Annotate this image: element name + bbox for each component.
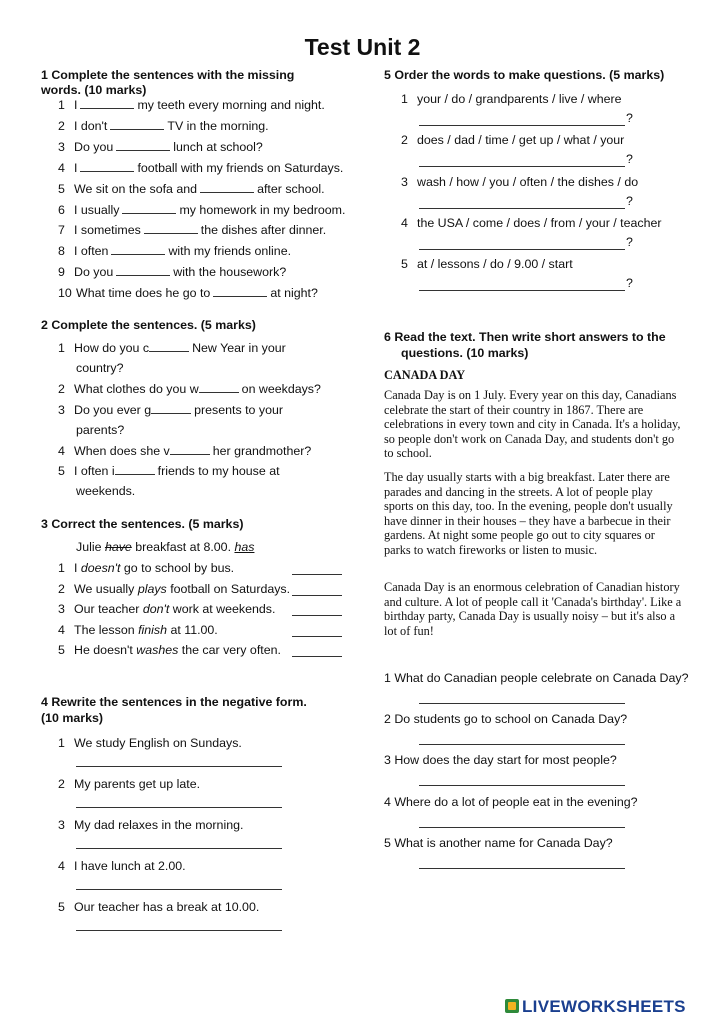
- item-text-after: football with my friends on Saturdays.: [137, 161, 344, 175]
- item-number: 3: [58, 602, 65, 616]
- item-continuation: country?: [76, 361, 124, 375]
- item-text-after: TV in the morning.: [167, 119, 269, 133]
- answer-blank[interactable]: [200, 182, 254, 193]
- item-text-after: go to school by bus.: [120, 561, 235, 575]
- exercise3-item: [58, 623, 218, 637]
- item-number: 1: [58, 561, 65, 575]
- item-text: at / lessons / do / 9.00 / start: [417, 257, 573, 271]
- item-number: 4: [401, 216, 408, 230]
- exercise1-item: [58, 98, 325, 112]
- answer-line[interactable]: [419, 125, 625, 126]
- item-text-before: When does she v: [74, 444, 170, 458]
- answer-blank[interactable]: [151, 403, 191, 414]
- incorrect-word: plays: [137, 582, 167, 596]
- item-text-after: the car very often.: [178, 643, 281, 657]
- question-mark: ?: [626, 276, 633, 290]
- answer-blank[interactable]: [199, 382, 239, 393]
- item-text-before: I usually: [74, 203, 120, 217]
- item-continuation: weekends.: [76, 484, 136, 498]
- exercise5-item: [401, 175, 638, 189]
- item-text-after: friends to my house at: [157, 464, 280, 478]
- exercise1-item: [58, 140, 263, 154]
- item-text-before: He doesn't: [74, 643, 137, 657]
- item-number: 1: [58, 341, 65, 355]
- exercise5-item: [401, 257, 573, 271]
- exercise3-item: [58, 602, 275, 616]
- item-text-before: I sometimes: [74, 223, 141, 237]
- exercise1-item: [58, 182, 325, 196]
- item-number: 3: [401, 175, 408, 189]
- item-text-before: I: [74, 98, 78, 112]
- reading-question: 3 How does the day start for most people?: [384, 753, 617, 767]
- item-text-after: New Year in your: [192, 341, 286, 355]
- item-number: 5: [58, 464, 65, 478]
- answer-blank[interactable]: [292, 574, 342, 575]
- exercise1-item: [58, 161, 343, 175]
- answer-line[interactable]: [419, 868, 625, 869]
- incorrect-word: finish: [138, 623, 167, 637]
- item-number: 1: [401, 92, 408, 106]
- answer-blank[interactable]: [292, 656, 342, 657]
- item-text-after: the dishes after dinner.: [200, 223, 327, 237]
- item-text-after: my homework in my bedroom.: [179, 203, 346, 217]
- exercise3-item: [58, 561, 234, 575]
- item-text-after: work at weekends.: [169, 602, 276, 616]
- answer-line[interactable]: [76, 889, 282, 890]
- item-number: 5: [58, 900, 65, 914]
- item-text-before: I: [74, 161, 78, 175]
- item-number: 4: [58, 859, 65, 873]
- item-text-after: presents to your: [194, 403, 283, 417]
- reading-question: 4 Where do a lot of people eat in the evening?: [384, 795, 638, 809]
- answer-blank[interactable]: [144, 223, 198, 234]
- item-text: Our teacher has a break at 10.00.: [74, 900, 260, 914]
- incorrect-word: don't: [142, 602, 170, 616]
- exercise1-item: [58, 119, 269, 133]
- item-number: 2: [58, 382, 65, 396]
- answer-blank[interactable]: [116, 265, 170, 276]
- item-text-after: with my friends online.: [168, 244, 292, 258]
- item-number: 5: [58, 643, 65, 657]
- item-number: 3: [58, 403, 65, 417]
- item-text: wash / how / you / often / the dishes / do: [417, 175, 639, 189]
- section2-heading: 2 Complete the sentences. (5 marks): [41, 318, 256, 332]
- item-text-after: with the housework?: [173, 265, 287, 279]
- answer-blank[interactable]: [116, 140, 170, 151]
- answer-line[interactable]: [419, 744, 625, 745]
- answer-blank[interactable]: [122, 203, 176, 214]
- item-number: 10: [58, 286, 72, 300]
- exercise2-item: [58, 341, 286, 355]
- answer-blank[interactable]: [110, 119, 164, 130]
- answer-line[interactable]: [419, 208, 625, 209]
- exercise2-item: [58, 464, 280, 478]
- item-text-before: Do you ever g: [74, 403, 152, 417]
- answer-line[interactable]: [419, 249, 625, 250]
- answer-blank[interactable]: [170, 444, 210, 455]
- item-number: 1: [58, 98, 65, 112]
- section4-heading-line2: (10 marks): [41, 711, 103, 725]
- item-number: 8: [58, 244, 65, 258]
- item-text: My dad relaxes in the morning.: [74, 818, 244, 832]
- answer-blank[interactable]: [292, 636, 342, 637]
- item-text-after: at 11.00.: [167, 623, 218, 637]
- answer-blank[interactable]: [80, 161, 134, 172]
- reading-question: 2 Do students go to school on Canada Day?: [384, 712, 628, 726]
- reading-paragraph-3: Canada Day is an enormous celebration of Canadian history and culture. A lot of people call it 'Canada's birthday'. Like a birthday party, Canada Day is usually noisy – but it's also a lot of fun!: [384, 580, 682, 638]
- item-text-before: I: [74, 561, 81, 575]
- page-title: Test Unit 2: [304, 34, 421, 60]
- item-number: 5: [401, 257, 408, 271]
- answer-line[interactable]: [419, 166, 625, 167]
- exercise2-item: [58, 444, 311, 458]
- item-number: 5: [58, 182, 65, 196]
- reading-paragraph-2: The day usually starts with a big breakfast. Later there are parades and dancing in the streets. A lot of people play sports on this day, too. In the evening, people don't usually have dinner in their houses – they have a barbecue in their gardens. At night some people go out to city squares or parks to watch fireworks or listen to music.: [384, 470, 673, 557]
- item-number: 2: [58, 582, 65, 596]
- section6-heading-line2: questions. (10 marks): [401, 346, 529, 360]
- section4-heading-line1: 4 Rewrite the sentences in the negative form.: [41, 695, 307, 709]
- item-text-after: on weekdays?: [241, 382, 321, 396]
- answer-line[interactable]: [76, 766, 282, 767]
- item-continuation: parents?: [76, 423, 125, 437]
- item-number: 2: [58, 777, 65, 791]
- answer-blank[interactable]: [292, 615, 342, 616]
- section5-heading: 5 Order the words to make questions. (5 marks): [384, 68, 665, 82]
- item-text: I have lunch at 2.00.: [74, 859, 186, 873]
- reading-title: CANADA DAY: [384, 368, 466, 382]
- answer-blank[interactable]: [149, 341, 189, 352]
- item-text-before: I often i: [74, 464, 115, 478]
- incorrect-word: doesn't: [80, 561, 121, 575]
- question-mark: ?: [626, 111, 633, 125]
- item-text-after: lunch at school?: [173, 140, 263, 154]
- item-text-before: How do you c: [74, 341, 150, 355]
- exercise1-item: [58, 286, 318, 300]
- example-post: breakfast at 8.00.: [135, 540, 232, 554]
- exercise5-item: [401, 216, 661, 230]
- item-text: My parents get up late.: [74, 777, 201, 791]
- answer-blank[interactable]: [80, 98, 134, 109]
- exercise4-item: [58, 859, 186, 873]
- item-number: 1: [58, 736, 65, 750]
- answer-line[interactable]: [419, 290, 625, 291]
- item-number: 3: [58, 140, 65, 154]
- item-text-before: I often: [74, 244, 109, 258]
- exercise3-item: [58, 643, 281, 657]
- item-text-before: The lesson: [74, 623, 139, 637]
- item-text-after: her grandmother?: [212, 444, 312, 458]
- exercise1-item: [58, 265, 286, 279]
- example-pre: Julie: [76, 540, 102, 554]
- answer-line[interactable]: [76, 930, 282, 931]
- answer-blank[interactable]: [111, 244, 165, 255]
- item-text-before: I don't: [74, 119, 108, 133]
- item-text-after: after school.: [257, 182, 325, 196]
- answer-line[interactable]: [419, 785, 625, 786]
- question-mark: ?: [626, 235, 633, 249]
- exercise1-item: [58, 203, 345, 217]
- item-text-after: my teeth every morning and night.: [137, 98, 325, 112]
- answer-line[interactable]: [76, 807, 282, 808]
- exercise1-item: [58, 223, 326, 237]
- section1-heading-line2: words. (10 marks): [41, 83, 147, 97]
- exercise4-item: [58, 818, 243, 832]
- item-text: the USA / come / does / from / your / teacher: [417, 216, 662, 230]
- answer-blank[interactable]: [115, 464, 155, 475]
- item-text-after: at night?: [270, 286, 318, 300]
- item-text: We study English on Sundays.: [74, 736, 242, 750]
- exercise4-item: [58, 900, 259, 914]
- item-text-before: We usually: [74, 582, 138, 596]
- example-answer: has: [234, 540, 255, 554]
- item-text-before: What clothes do you w: [74, 382, 199, 396]
- section3-example: [76, 540, 254, 554]
- item-number: 2: [58, 119, 65, 133]
- item-number: 4: [58, 623, 65, 637]
- item-number: 6: [58, 203, 65, 217]
- item-text-before: Do you: [74, 265, 114, 279]
- logo-icon: [505, 999, 519, 1013]
- exercise2-item: [58, 403, 283, 417]
- item-number: 2: [401, 133, 408, 147]
- item-text-before: What time does he go to: [76, 286, 211, 300]
- section1-heading-line1: 1 Complete the sentences with the missing: [41, 68, 295, 82]
- incorrect-word: washes: [136, 643, 179, 657]
- exercise1-item: [58, 244, 291, 258]
- item-number: 3: [58, 818, 65, 832]
- reading-paragraph-1: Canada Day is on 1 July. Every year on this day, Canadians celebrate the start of their country in 1867. There are celebrations in every town and city in Canada. It's a holiday, so people don't work on Canada Day, and students don't go to school.: [384, 388, 681, 461]
- reading-question: 1 What do Canadian people celebrate on Canada Day?: [384, 671, 689, 685]
- section3-heading: 3 Correct the sentences. (5 marks): [41, 517, 244, 531]
- exercise3-item: [58, 582, 290, 596]
- item-text: does / dad / time / get up / what / your: [417, 133, 625, 147]
- liveworksheets-logo: [505, 997, 686, 1017]
- item-text-before: Do you: [74, 140, 114, 154]
- item-text-before: We sit on the sofa and: [74, 182, 198, 196]
- question-mark: ?: [626, 152, 633, 166]
- item-text-before: Our teacher: [74, 602, 143, 616]
- answer-blank[interactable]: [213, 286, 267, 297]
- answer-line[interactable]: [419, 827, 625, 828]
- answer-line[interactable]: [419, 703, 625, 704]
- answer-line[interactable]: [76, 848, 282, 849]
- logo-text: LIVEWORKSHEETS: [522, 997, 686, 1016]
- exercise2-item: [58, 382, 321, 396]
- item-text-after: football on Saturdays.: [166, 582, 291, 596]
- item-number: 4: [58, 161, 65, 175]
- exercise5-item: [401, 92, 622, 106]
- answer-blank[interactable]: [292, 595, 342, 596]
- item-number: 9: [58, 265, 65, 279]
- exercise5-item: [401, 133, 624, 147]
- example-struck-word: have: [104, 540, 132, 554]
- reading-question: 5 What is another name for Canada Day?: [384, 836, 613, 850]
- item-text: your / do / grandparents / live / where: [417, 92, 622, 106]
- item-number: 7: [58, 223, 65, 237]
- exercise4-item: [58, 736, 242, 750]
- item-number: 4: [58, 444, 65, 458]
- question-mark: ?: [626, 194, 633, 208]
- section6-heading-line1: 6 Read the text. Then write short answers to the: [384, 330, 666, 344]
- exercise4-item: [58, 777, 200, 791]
